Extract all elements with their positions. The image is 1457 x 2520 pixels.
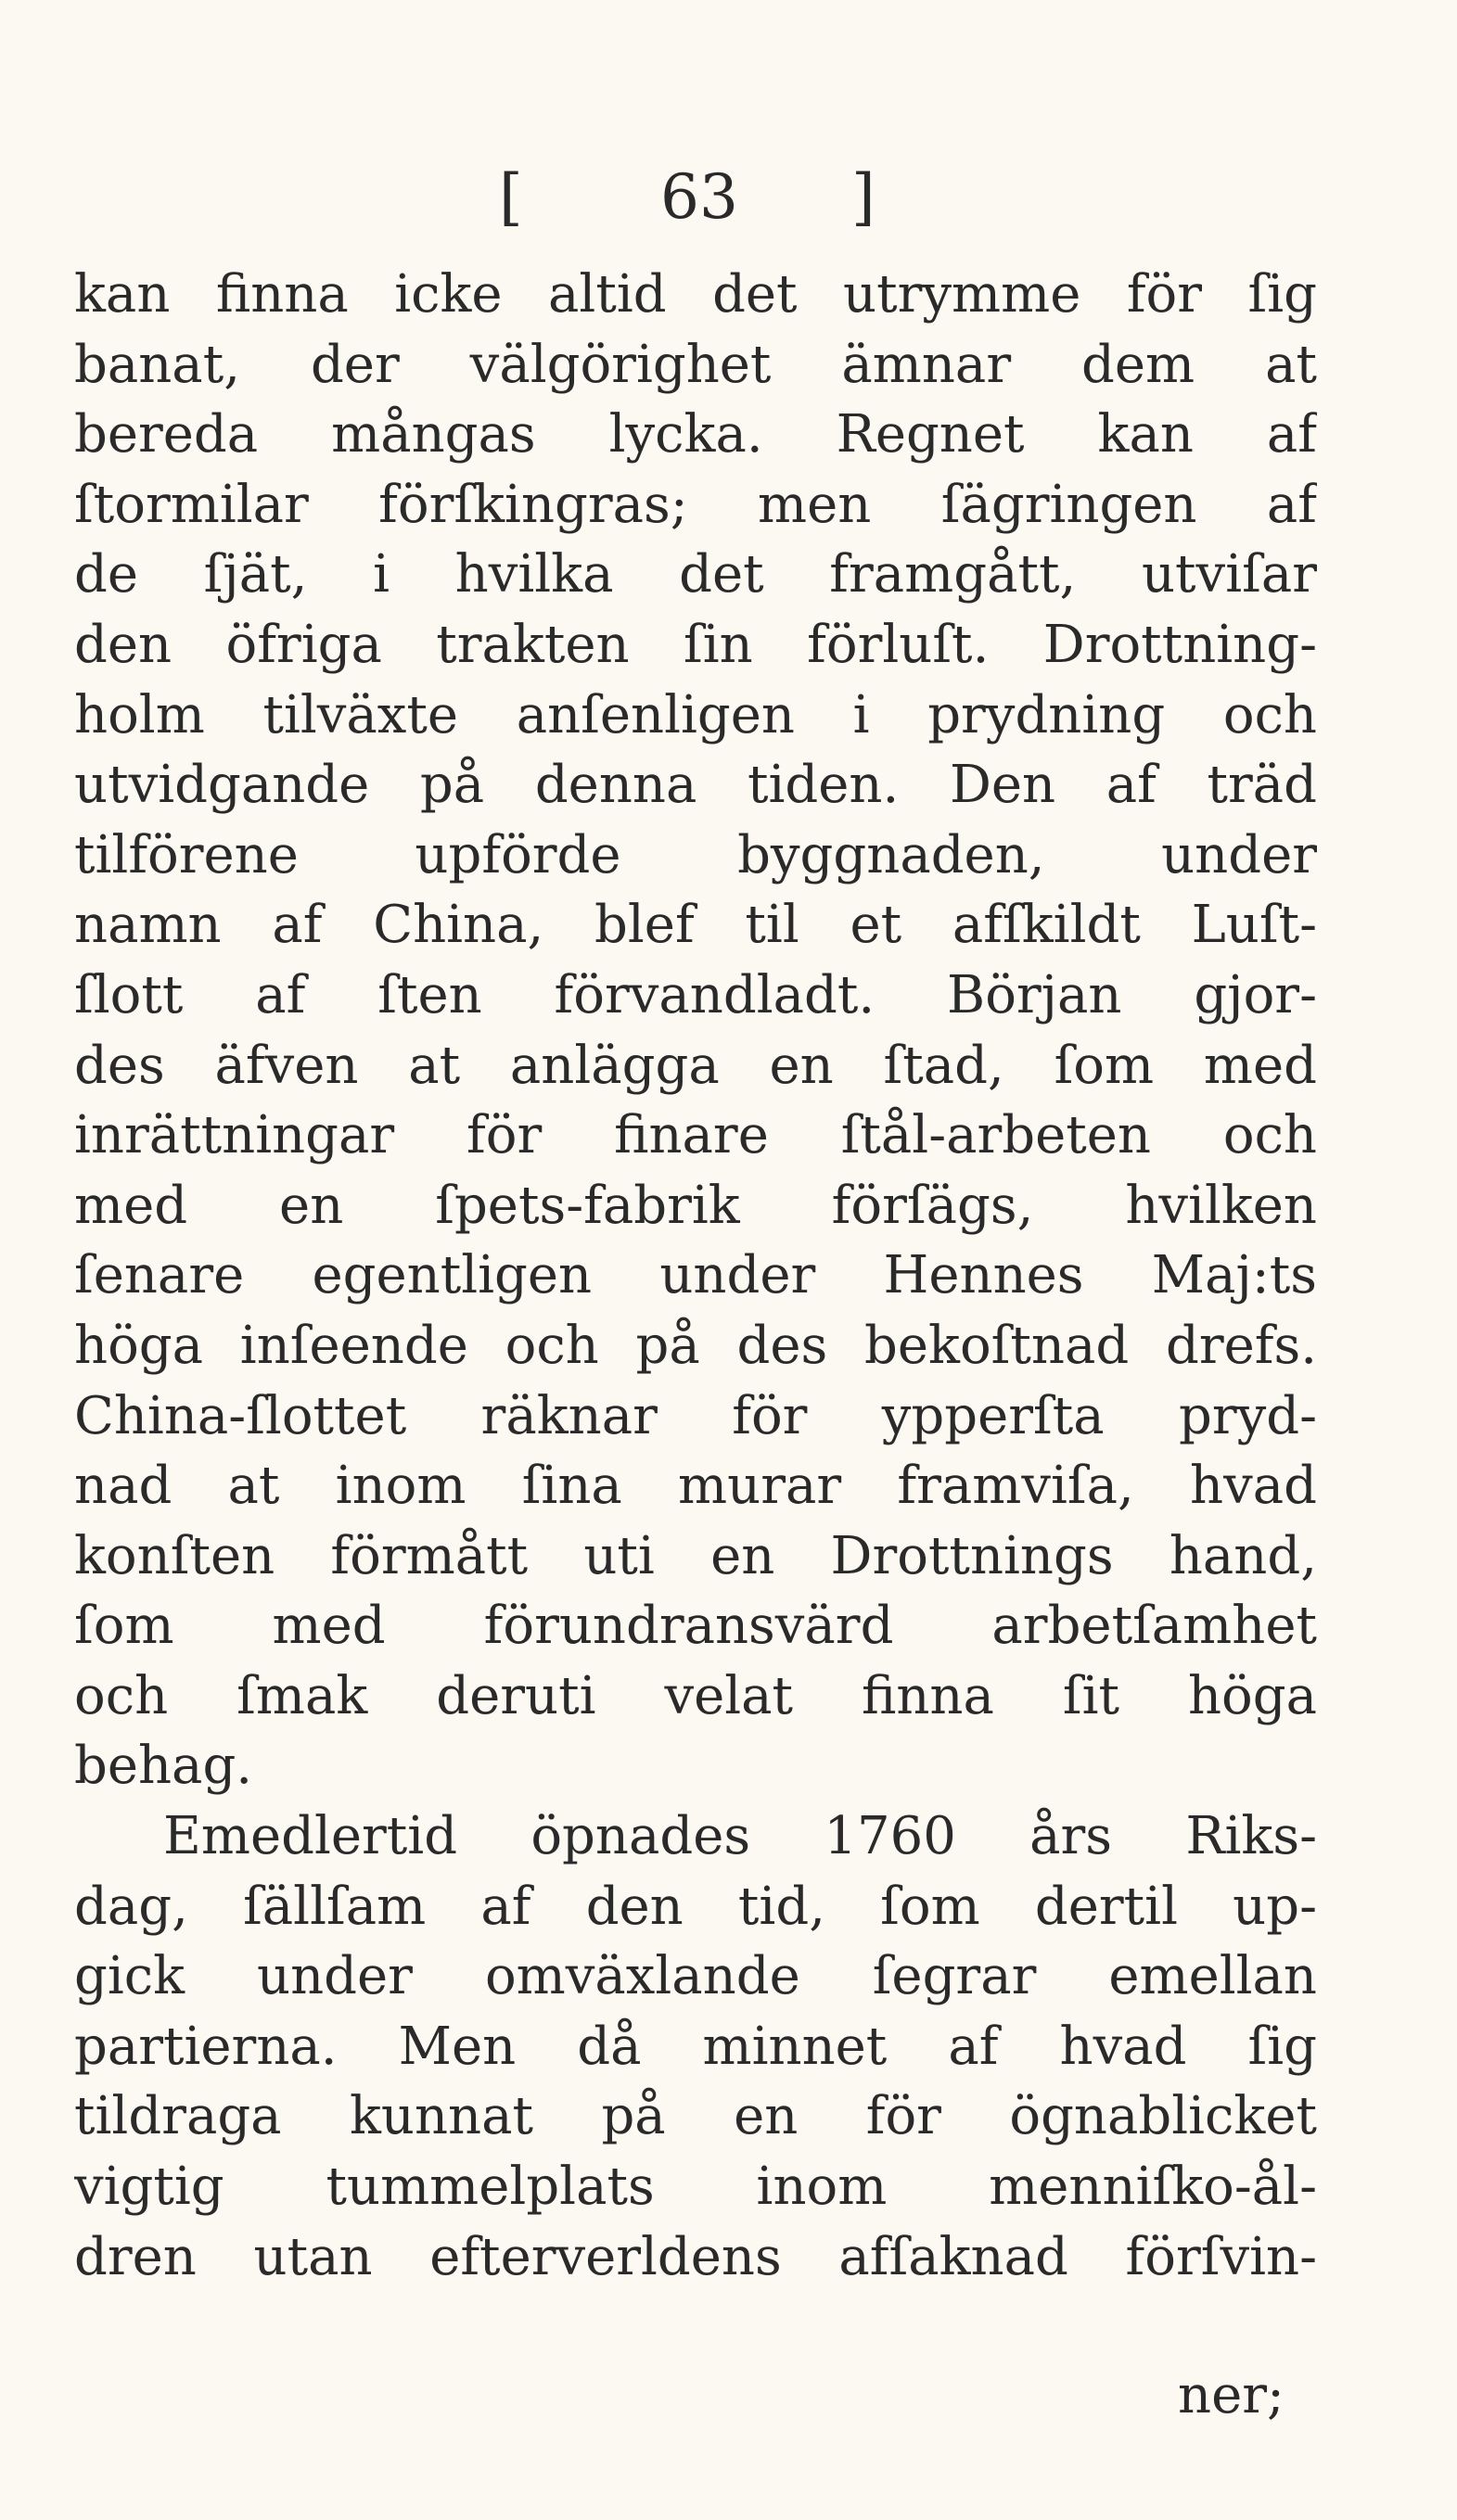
header-bracket-left: [ — [499, 161, 523, 233]
text-line: ſtormilar förſkingras; men ſägringen af — [74, 474, 1317, 535]
text-line: inrättningar för finare ſtål-arbeten och — [74, 1105, 1317, 1166]
text-line: tilförene upförde byggnaden, under — [74, 824, 1317, 885]
text-line: des äfven at anlägga en ſtad, ſom med — [74, 1035, 1317, 1096]
text-line: den öfriga trakten ſin förluſt. Drottning- — [74, 614, 1317, 675]
text-line: China-ſlottet räknar för ypperſta pryd- — [74, 1385, 1317, 1446]
page-number: 63 — [660, 161, 738, 233]
catchword: ner; — [1178, 2365, 1284, 2425]
text-line: ſenare egentligen under Hennes Maj:ts — [74, 1245, 1317, 1306]
text-line: konſten förmått uti en Drottnings hand, — [74, 1525, 1317, 1586]
text-line: Emedlertid öpnades 1760 års Riks- — [163, 1806, 1317, 1867]
text-line: ſom med förundransvärd arbetſamhet — [74, 1596, 1317, 1657]
text-line: tildraga kunnat på en för ögnablicket — [74, 2086, 1317, 2147]
text-line: kan finna icke altid det utrymme för ſig — [74, 264, 1317, 325]
body-text — [74, 260, 1317, 2292]
text-line: namn af China, blef til et afſkildt Luſt- — [74, 895, 1317, 956]
text-line: partierna. Men då minnet af hvad ſig — [74, 2016, 1317, 2077]
text-line: utvidgande på denna tiden. Den af träd — [74, 755, 1317, 816]
text-line: de ſjät, i hvilka det framgått, utviſar — [74, 544, 1317, 605]
text-line: med en ſpets-fabrik förſägs, hvilken — [74, 1175, 1317, 1236]
text-line: holm tilväxte anſenligen i prydning och — [74, 684, 1317, 745]
page-header — [0, 156, 1457, 239]
text-line: ſlott af ſten förvandladt. Början gjor- — [74, 964, 1317, 1025]
text-line: dag, ſällſam af den tid, ſom dertil up- — [74, 1876, 1317, 1937]
text-line: höga inſeende och på des bekoſtnad drefs. — [74, 1315, 1317, 1376]
text-line: bereda mångas lycka. Regnet kan af — [74, 404, 1317, 465]
text-line: gick under omväxlande ſegrar emellan — [74, 1946, 1317, 2007]
text-line: nad at inom ſina murar framviſa, hvad — [74, 1456, 1317, 1517]
text-line: vigtig tummelplats inom menniſko-ål- — [74, 2157, 1317, 2218]
text-line: och ſmak deruti velat finna ſit höga — [74, 1665, 1317, 1726]
text-line: dren utan efterverldens afſaknad förſvin- — [74, 2226, 1317, 2287]
text-line: banat, der välgörighet ämnar dem at — [74, 334, 1317, 395]
header-bracket-right: ] — [851, 161, 875, 233]
text-line: behag. — [74, 1736, 253, 1797]
